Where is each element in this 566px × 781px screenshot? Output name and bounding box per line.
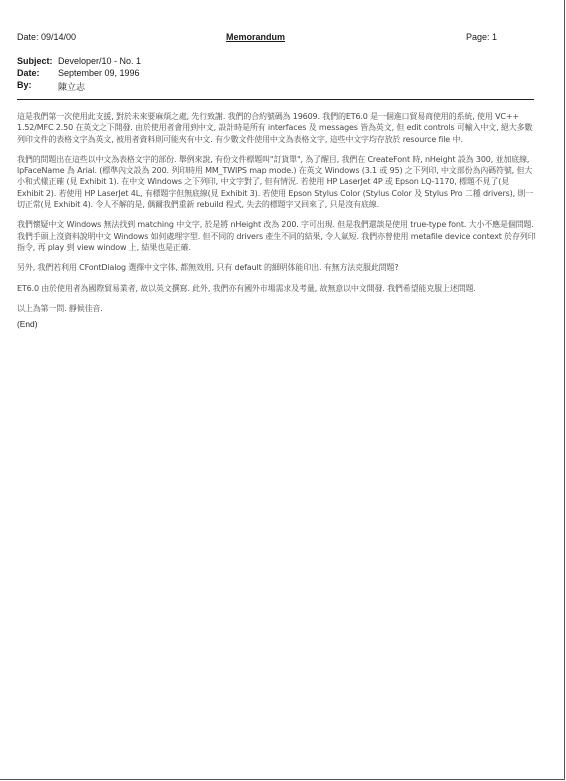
- memo-title: Memorandum: [226, 32, 286, 42]
- paragraph-intro: 這是我們第一次使用此支援, 對於未來要麻煩之處, 先行致謝. 我們的合約號碼為 19609. 我們的ET6.0 是一個進口貿易商使用的系統, 使用 VC++ 1.52/MFC 2.50 在英文之下開發. 由於使用者會用到中文, 設計時是所有 interfaces 及 messages 皆為英文, 但 edit controls 可輸入中文, 絕大多數列印文件的表格文字為英文, 被用者資料則可能夾有中文. 有少數文件使用中文為表格文字, 這些中文字均存放於 resource file 中.: [17, 112, 533, 144]
- subject-value: Developer/10 - No. 1: [58, 56, 142, 66]
- end-marker: (End): [17, 319, 38, 330]
- header-divider: [17, 99, 534, 100]
- paragraph-background: ET6.0 由於使用者為國際貿易業者, 故以英文撰寫. 此外, 我們亦有國外市場需求及考量, 故無意以中文開發. 我們希望能克服上述問題.: [17, 283, 476, 293]
- subject-label: Subject:: [17, 56, 53, 66]
- paragraph-fontdialog: 另外, 我們若利用 CFontDialog 選擇中文字体, 都無效用, 只有 default 的細明体能印出. 有無方法克服此問題?: [17, 263, 399, 273]
- paragraph-closing: 以上為第一問. 靜候佳音.: [17, 303, 103, 313]
- date-label: Date:: [17, 68, 40, 78]
- memo-body: [17, 111, 537, 329]
- author-name: 陳立志: [58, 82, 86, 92]
- by-label: By:: [17, 80, 32, 90]
- page-number: Page: 1: [466, 32, 498, 42]
- paragraph-problem: 我們的問題出在這些以中文為表格文字的部份. 舉例來說, 有份文件標題叫"訂貨單", 為了醒目, 我們在 CreateFont 時, nHeight 設為 300, 並加底線, lpFaceName 為 Arial. (標準內文設為 200. 列印時用 MM_TWIPS map mode.) 在英文 Windows (3.1 或 95) 之下列印, 中文部份為內碼符號, 但大小和式樣正確 (見 Exhibit 1). 在中文 Windows 之下列印, 中文字對了, 但有情況. 若使用 HP LaserJet 4P 或 Epson LQ-1170, 標題不見了(見 Exhibit 2). 若使用 HP LaserJet 4L, 有標題字但無底線(見 Exhibit 3). 若使用 Epson Stylus Color (Stylus Color 及 Stylus Pro 二種 drivers), 則一切正常(見 Exhibit 4). 令人不解的是, 偶爾我們重新 rebuild 程式, 失去的標題字又回來了, 只是沒有底線.: [17, 154, 534, 210]
- date-value: September 09, 1996: [58, 68, 140, 78]
- header-date: Date: 09/14/00: [17, 32, 77, 42]
- paragraph-suspicion: 我們懷疑中文 Windows 無法找到 matching 中文字, 於是將 nHeight 改為 200. 字可出現. 但是我們還談是使用 true-type font. 大小不應是個問題. 我們手頭上沒資料說明中文 Windows 如何處理字型. 但不同的 drivers 產生不同的結果, 令人氣短. 我們亦曾使用 metafile device context 於存列印指令, 再 play 到 view window 上, 結果也是正確.: [17, 220, 536, 252]
